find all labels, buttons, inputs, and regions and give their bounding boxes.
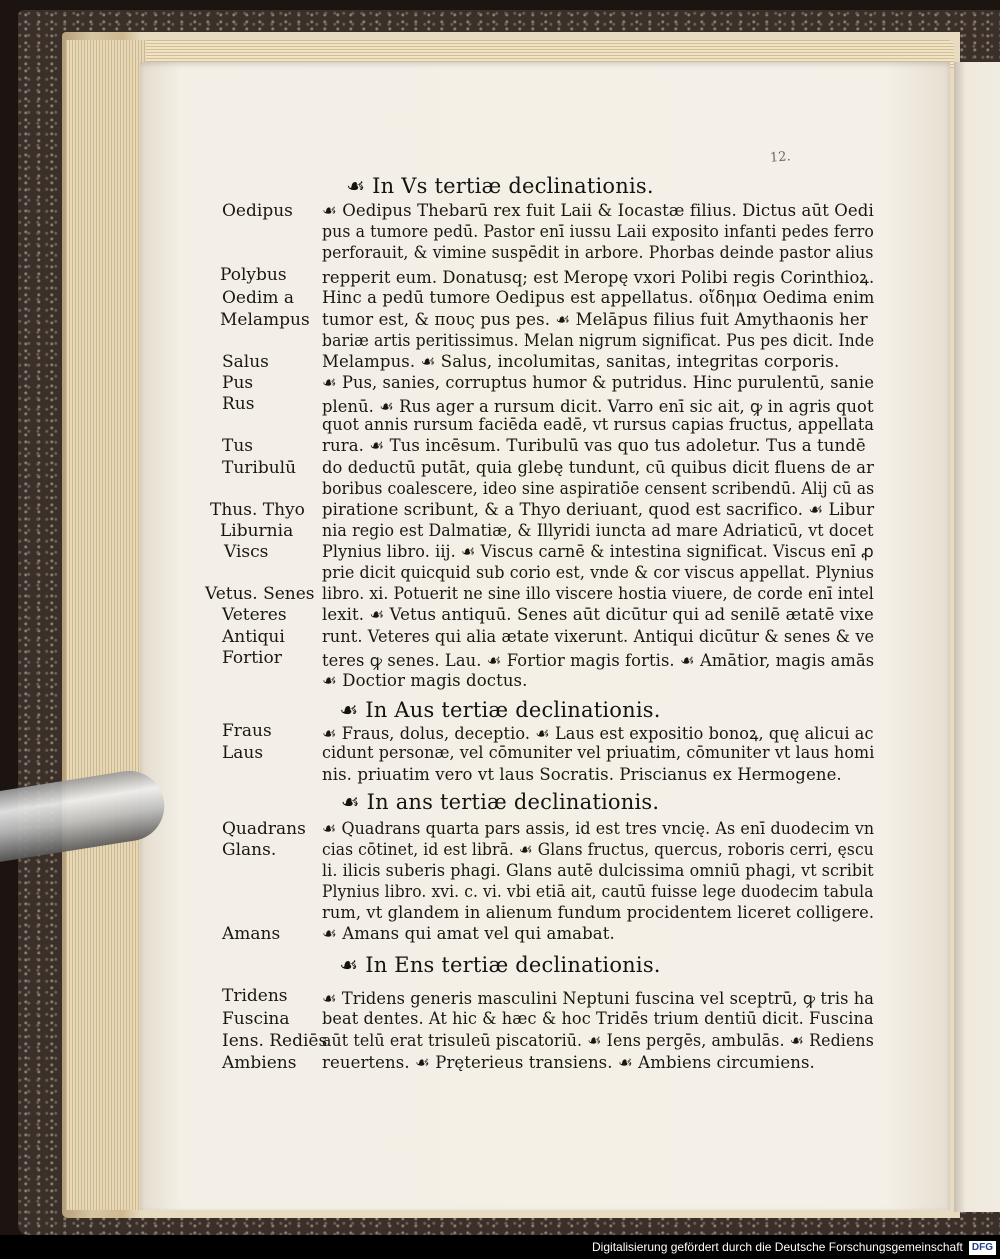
text-line: repperit eum. Donatusq; est Meropę vxori Polibi regis Corinthioꝝ.: [322, 268, 875, 287]
text-line: prie dicit quicquid sub corio est, vnde & cor viscus appellat. Plynius: [322, 563, 875, 582]
margin-note: Fraus: [222, 721, 272, 741]
text-line: perforauit, & vimine suspēdit in arbore. Phorbas deinde pastor alius: [322, 243, 874, 262]
margin-note: Fuscina: [222, 1009, 290, 1029]
margin-note: Quadrans: [222, 819, 306, 839]
margin-note: Salus: [222, 352, 269, 372]
margin-note: Glans.: [222, 840, 277, 860]
margin-note: Tus: [222, 436, 254, 456]
footer-text: Digitalisierung gefördert durch die Deutsche Forschungsgemeinschaft: [592, 1240, 963, 1254]
text-line: ☙ Oedipus Thebarū rex fuit Laii & Iocastæ filius. Dictus aūt Oedi: [322, 201, 874, 220]
text-line: cidunt personæ, vel cōmuniter vel priuatim, cōmuniter vt laus homi: [322, 743, 875, 762]
page-fore-edges: [66, 40, 146, 1210]
margin-note: Turibulū: [222, 458, 297, 478]
footer-bar: [0, 1235, 1000, 1259]
text-line: rura. ☙ Tus incēsum. Turibulū vas quo tus adoletur. Tus a tundē: [322, 436, 866, 455]
margin-note: Veteres: [222, 605, 287, 625]
text-line: runt. Veteres qui alia ætate vixerunt. Antiqui dicūtur & senes & ve: [322, 627, 875, 646]
text-line: ☙ Fraus, dolus, deceptio. ☙ Laus est expositio bonoꝝ, quę alicui ac: [322, 724, 874, 743]
text-line: tumor est, & πους pus pes. ☙ Melāpus filius fuit Amythaonis her: [322, 310, 868, 329]
margin-note: Ambiens: [222, 1053, 297, 1073]
dfg-logo: DFG: [969, 1241, 996, 1255]
text-line: bariæ artis peritissimus. Melan nigrum significat. Pus pes dicit. Inde: [322, 331, 875, 350]
text-line: rum, vt glandem in alienum fundum procidentem liceret colligere.: [322, 903, 875, 922]
margin-note: Iens. Rediēs: [222, 1031, 328, 1051]
margin-note: Pus: [222, 373, 254, 393]
text-line: plenū. ☙ Rus ager a rursum dicit. Varro enī sic ait, ꝙ in agris quot: [322, 397, 874, 416]
margin-note: Antiqui: [222, 627, 285, 647]
text-line: nis. priuatim vero vt laus Socratis. Priscianus ex Hermogene.: [322, 765, 842, 784]
text-line: cias cōtinet, id est librā. ☙ Glans fructus, quercus, roboris cerri, ęscu: [322, 840, 874, 859]
margin-note: Melampus: [220, 310, 310, 330]
section-heading: ☙ In Ens tertiæ declinationis.: [339, 953, 661, 977]
text-line: boribus coalescere, ideo sine aspiratiōe censent scribendū. Alij cū as: [322, 479, 875, 498]
section-heading: ☙ In Aus tertiæ declinationis.: [339, 698, 661, 722]
text-line: aūt telū erat trisuleū piscatoriū. ☙ Iens pergēs, ambulās. ☙ Rediens: [322, 1031, 874, 1050]
margin-note: Thus. Thyo: [210, 500, 305, 520]
text-line: teres ꝙ senes. Lau. ☙ Fortior magis fortis. ☙ Amātior, magis amās: [322, 651, 875, 670]
text-line: Hinc a pedū tumore Oedipus est appellatus. οἴδημα Oedima enim: [322, 288, 875, 307]
section-heading: ☙ In ans tertiæ declinationis.: [340, 790, 660, 814]
text-line: ☙ Quadrans quarta pars assis, id est tres vncię. As enī duodecim vn: [322, 819, 875, 838]
text-line: nia regio est Dalmatiæ, & Illyridi iuncta ad mare Adriaticū, vt docet: [322, 521, 874, 540]
margin-note: Liburnia: [220, 521, 294, 541]
margin-note: Laus: [222, 743, 264, 763]
margin-note: Oedipus: [222, 201, 293, 221]
text-line: Melampus. ☙ Salus, incolumitas, sanitas, integritas corporis.: [322, 352, 840, 371]
margin-note: Fortior: [222, 648, 282, 668]
text-line: ☙ Pus, sanies, corruptus humor & putridus. Hinc purulentū, sanie: [322, 373, 875, 392]
margin-note: Viscs: [224, 542, 269, 562]
text-line: piratione scribunt, & a Thyo deriuant, quod est sacrifico. ☙ Libur: [322, 500, 875, 519]
text-line: ☙ Doctior magis doctus.: [322, 671, 528, 690]
section-heading: ☙ In Vs tertiæ declinationis.: [346, 174, 654, 198]
margin-note: Polybus: [220, 265, 287, 285]
text-line: Plynius libro. xvi. c. vi. vbi etiā ait, cautū fuisse lege duodecim tabula: [322, 882, 874, 901]
right-page-edge: [954, 62, 1000, 1212]
margin-note: Tridens: [222, 986, 288, 1006]
margin-note: Amans: [222, 924, 281, 944]
text-line: Plynius libro. iij. ☙ Viscus carnē & intestina significat. Viscus enī ꝓ: [322, 542, 874, 561]
text-line: reuertens. ☙ Pręterieus transiens. ☙ Ambiens circumiens.: [322, 1053, 815, 1072]
text-line: pus a tumore pedū. Pastor enī iussu Laii exposito infanti pedes ferro: [322, 222, 874, 241]
text-line: lexit. ☙ Vetus antiquū. Senes aūt dicūtur qui ad senilē ætatē vixe: [322, 605, 874, 624]
text-line: ☙ Amans qui amat vel qui amabat.: [322, 924, 615, 943]
text-line: libro. xi. Potuerit ne sine illo viscere hostia viuere, de corde enī intel: [322, 584, 874, 603]
margin-note: Rus: [222, 394, 255, 414]
text-line: li. ilicis suberis phagi. Glans autē dulcissima omniū phagi, vt scribit: [322, 861, 874, 880]
text-line: do deductū putāt, quia glebę tundunt, cū quibus dicit fluens de ar: [322, 458, 875, 477]
text-line: beat dentes. At hic & hæc & hoc Tridēs trium dentiū dicit. Fuscina: [322, 1009, 874, 1028]
margin-note: Vetus. Senes: [205, 584, 315, 604]
text-line: ☙ Tridens generis masculini Neptuni fuscina vel sceptrū, ꝙ tris ha: [322, 989, 875, 1008]
text-line: quot annis rursum faciēda eadē, vt rursus capias fructus, appellata: [322, 415, 874, 434]
folio-number: 12.: [769, 149, 792, 166]
margin-note: Oedim a: [222, 288, 294, 308]
